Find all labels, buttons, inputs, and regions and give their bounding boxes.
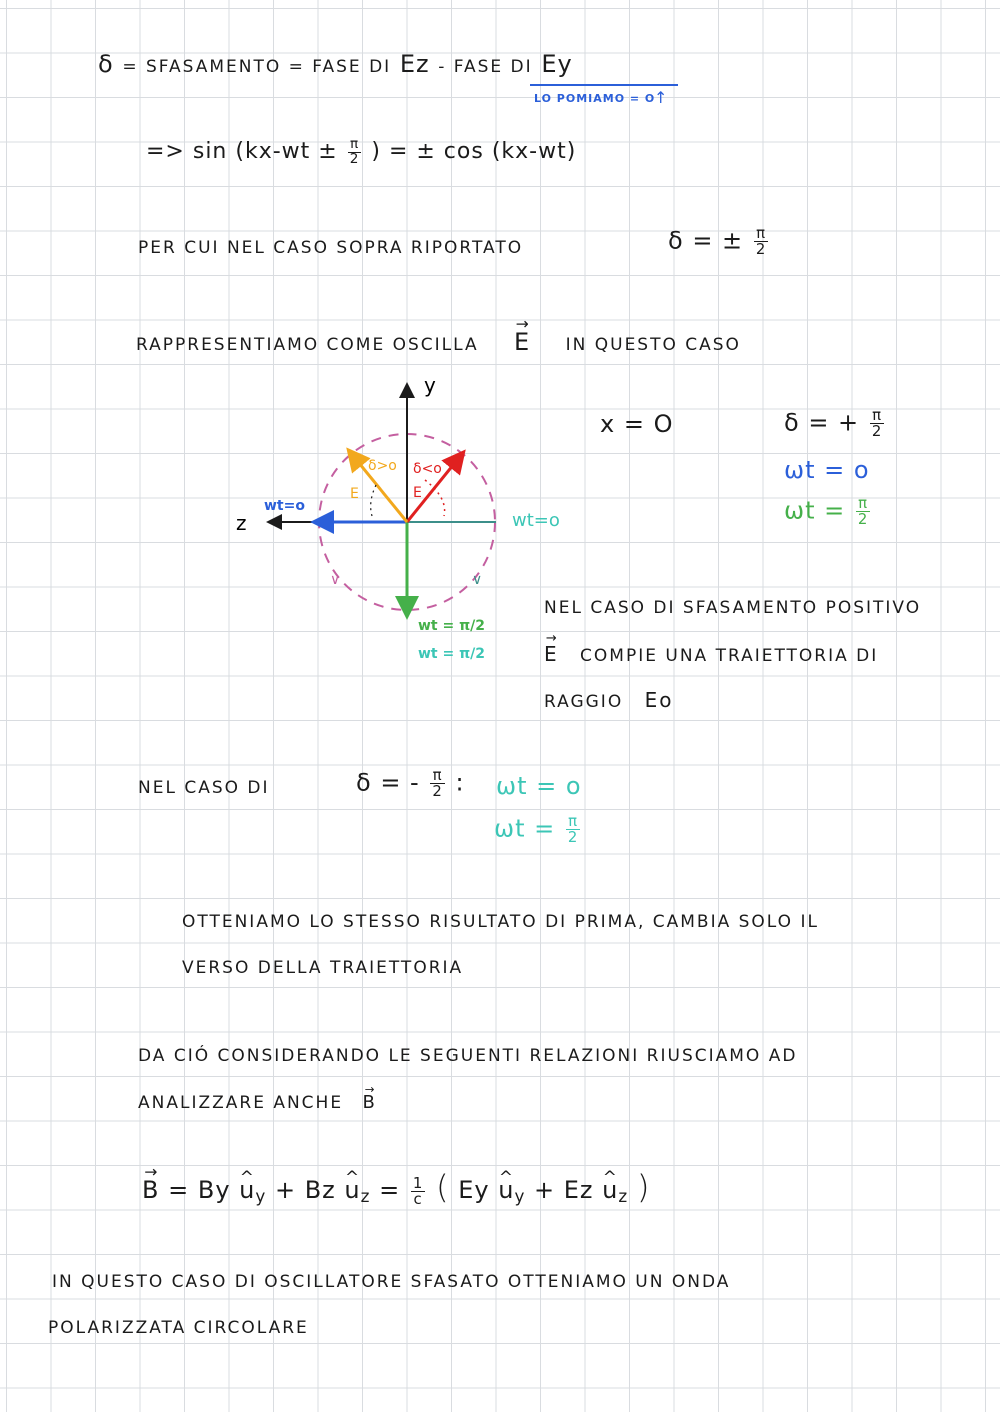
unit-vector-y: ^ u [498,1176,514,1204]
circle-arrow-left-icon: ∨ [330,572,341,588]
conclusion-line-2: POLARIZZATA CIRCOLARE [48,1318,309,1338]
ez-symbol: Ez [399,50,430,78]
unit-vector-y: ^ u [239,1176,255,1204]
two-denominator: 2 [871,421,883,440]
e-vector: → E [514,328,530,356]
colon: : [455,768,465,797]
unit-vector-z: ^ u [344,1176,360,1204]
circle-arrow-right-icon: ∨ [472,572,483,588]
trajectory-line [544,642,878,666]
delta-pos-label: δ>o [368,458,397,474]
delta-pos: δ = + [784,408,860,437]
y-axis-label: y [424,373,436,397]
radius-line [544,688,673,712]
pi-numerator: π [870,408,884,424]
two-denominator: 2 [432,781,443,800]
wt-equals: ωt = [494,814,556,843]
wt-pi2-green [784,496,872,527]
represent-line [136,328,741,356]
positive-shift-text: NEL CASO DI SFASAMENTO POSITIVO [544,598,922,618]
ey-symbol: Ey [541,50,573,78]
delta-plus-pi2 [784,408,886,439]
conclusion-line-1: IN QUESTO CASO DI OSCILLATORE SFASATO OTTENIAMO UN ONDA [52,1272,731,1292]
one-numerator: 1 [412,1173,424,1192]
wt-pi2-green-label: wt = π/2 [418,618,486,634]
polarization-diagram [220,370,580,680]
sub-y: y [514,1186,526,1207]
x-zero: x = O [600,410,674,438]
by-term: = By [168,1176,231,1204]
definition-text: = SFASAMENTO = FASE DI [122,57,392,77]
pi-numerator: π [566,814,580,830]
case-text: PER CUI NEL CASO SOPRA RIPORTATO [138,238,524,258]
wt0-right-label: wt=o [512,510,560,531]
wt-equals: ωt = [784,496,846,525]
bz-term: + Bz [274,1176,336,1204]
sub-z: z [618,1186,629,1207]
same-result-text: OTTENIAMO LO STESSO RISULTATO DI PRIMA, CAMBIA SOLO IL [182,912,819,932]
e-vector: → E [544,642,559,666]
pi-numerator: π [856,496,870,512]
ey-term: Ey [458,1176,490,1204]
pi-numerator: π [348,138,362,153]
wt-pi2-teal [494,814,582,845]
analyze-text: ANALIZZARE ANCHE [138,1093,344,1113]
delta-pm: δ = ± [668,226,744,255]
two-denominator: 2 [567,827,579,846]
b-vector: → B [363,1092,377,1113]
two-denominator: 2 [349,150,360,167]
b-field-equation [142,1168,650,1206]
e-orange-label: E [350,486,359,502]
minus-phase-text: - FASE DI [438,57,533,77]
relations-text: DA CIÓ CONSIDERANDO LE SEGUENTI RELAZIONI RIUSCIAMO AD [138,1046,798,1066]
wt0-left-label: wt=o [264,498,305,514]
pi-numerator: π [754,226,768,242]
represent-text: RAPPRESENTIAMO COME OSCILLA [136,335,479,355]
two-denominator: 2 [755,239,767,258]
trajectory-text: COMPIE UNA TRAIETTORIA DI [580,646,879,666]
e-red-label: E [413,485,422,501]
paren-close: ) [636,1168,651,1206]
in-this-case-text: IN QUESTO CASO [565,335,741,355]
sub-y: y [255,1186,267,1207]
two-denominator: 2 [857,509,869,528]
delta-definition [98,50,573,78]
orange-rotation-arc [371,485,376,516]
pi-numerator: π [430,768,444,784]
equals-sign: = [379,1176,401,1204]
e0-symbol: Eo [644,688,674,712]
c-denominator: c [413,1189,423,1208]
delta-symbol: δ [98,50,114,78]
analyze-b-line [138,1092,377,1113]
sin-cos-identity [146,138,576,166]
identity-lhs: => sin (kx-wt ± [146,139,338,165]
delta-pm-pi2 [668,226,770,257]
delta-minus-pi2 [356,768,465,799]
delta-neg-label: δ<o [413,461,442,477]
radius-text: RAGGIO [544,692,624,712]
up-arrow-icon: ↑ [654,88,670,107]
wt-pi2-teal-label: wt = π/2 [418,646,486,662]
sub-z: z [360,1186,371,1207]
case-negative-text: NEL CASO DI [138,778,270,798]
unit-vector-z: ^ u [602,1176,618,1204]
b-vector: → B [142,1176,159,1204]
underline [530,84,678,86]
identity-rhs: ) = ± cos (kx-wt) [371,139,577,165]
paren-open: ( [435,1168,450,1206]
wt-zero-blue: ωt = o [784,456,870,484]
phase-zero-note: LO POMIAMO = O [534,92,656,105]
trajectory-direction-text: VERSO DELLA TRAIETTORIA [182,958,464,978]
delta-neg: δ = - [356,768,420,797]
ez-term: + Ez [534,1176,594,1204]
z-axis-label: z [236,511,247,535]
wt-zero-teal: ωt = o [496,772,582,800]
